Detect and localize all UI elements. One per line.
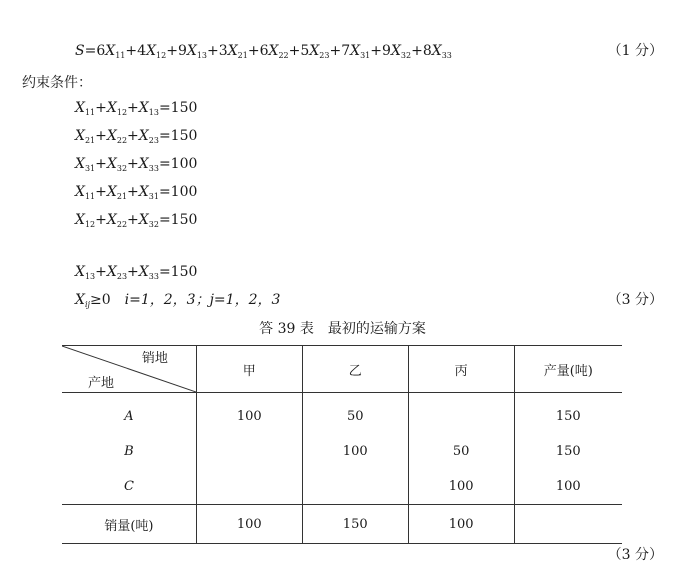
operator: + [127,212,139,228]
row-label: A [124,409,134,424]
row-label: B [124,444,134,459]
operator: = [158,212,171,228]
operator: + [247,43,260,59]
variable-subscript: 12 [116,108,128,117]
variable-letter: X [138,128,149,144]
constraints-label: 约束条件： [22,75,92,91]
variable [269,43,289,59]
constraint-rhs: 100 [170,184,198,200]
coefficient: 8 [422,43,432,59]
table-cell: 150 [514,393,622,435]
table-cell: 150 [514,434,622,469]
operator: + [95,212,107,228]
table-cell: 50 [302,393,408,435]
variable-subscript: 13 [84,272,96,281]
operator: = [158,100,171,116]
nonneg-j: j=1，2，3 [209,292,281,308]
objective-function [75,42,452,65]
variable-subscript: 33 [148,164,159,173]
variable [350,43,370,59]
variable-letter: X [138,156,149,172]
variable-subscript: 23 [319,51,330,60]
coefficient: 3 [218,43,228,59]
table-cell: 100 [196,393,302,435]
column-header: 丙 [408,346,514,393]
variable-letter: X [75,212,85,228]
variable-letter: X [146,43,157,59]
variable-subscript: 21 [237,51,248,60]
variable [228,43,248,59]
variable-subscript: 31 [360,51,371,60]
variable-letter: X [431,43,442,59]
table-caption: 答 39 表 最初的运输方案 [259,321,426,337]
variable-subscript: 13 [196,51,208,60]
variable [107,128,127,144]
nonneg-var: X [75,292,85,308]
operator: + [166,43,178,59]
variable [75,184,95,200]
variable-letter: X [186,43,197,59]
constraint-line [75,99,197,122]
variable [105,43,125,59]
table-cell [196,434,302,469]
variable [75,156,95,172]
variable [107,156,127,172]
variable [432,43,452,59]
variable [187,43,207,59]
variable-subscript: 31 [84,164,96,173]
table-cell: 100 [196,505,302,544]
variable [391,43,411,59]
operator: + [95,156,107,172]
table-row [62,434,622,469]
variable [107,212,127,228]
table-cell [514,505,622,544]
constraint-line [75,183,197,206]
variable-letter: X [75,184,85,200]
table-row [62,393,622,435]
table-cell: 150 [302,505,408,544]
operator: + [207,43,219,59]
table-cell [196,469,302,505]
operator: = [158,184,171,200]
corner-top-label: 销地 [141,351,168,366]
constraint-rhs: 150 [170,264,198,280]
variable-letter: X [106,264,117,280]
variable-subscript: 22 [278,51,289,60]
operator: + [125,43,138,59]
table-footer-row [62,505,622,544]
variable [139,100,159,116]
table-cell: 100 [408,469,514,505]
variable-letter: X [75,264,85,280]
constraint-line [75,263,197,286]
variable-subscript: 13 [148,108,159,117]
variable-subscript: 22 [116,220,128,229]
table-cell: 100 [302,434,408,469]
variable-subscript: 11 [115,51,126,60]
variable-subscript: 32 [116,164,128,173]
variable [139,128,159,144]
operator: + [127,156,139,172]
operator: + [127,128,139,144]
variable-letter: X [106,212,117,228]
variable-subscript: 11 [84,108,96,117]
row-label: C [123,479,134,494]
variable-subscript: 33 [441,51,452,60]
variable-letter: X [75,100,85,116]
variable [139,264,159,280]
variable-letter: X [350,43,361,59]
operator: + [411,43,423,59]
constraint-rhs: 150 [170,128,198,144]
objective-terms [85,43,452,59]
nonneg-sub: ij [84,300,91,309]
variable-letter: X [138,100,149,116]
coefficient: 9 [382,43,391,59]
operator: + [288,43,301,59]
variable-subscript: 32 [400,51,412,60]
operator: + [95,264,107,280]
objective-score: （1 分） [607,43,663,59]
operator: + [95,184,107,200]
coefficient: 6 [96,43,106,59]
operator: = [158,156,171,172]
table-cell [302,469,408,505]
operator: + [127,184,139,200]
variable [75,212,95,228]
variable-subscript: 12 [84,220,96,229]
variable [75,100,95,116]
variable-subscript: 23 [116,272,128,281]
variable-letter: X [138,184,149,200]
variable-letter: X [390,43,401,59]
variable-subscript: 33 [148,272,159,281]
variable [107,184,127,200]
variable-subscript: 32 [148,220,159,229]
variable-letter: X [75,128,85,144]
variable [75,128,95,144]
table-cell: 100 [514,469,622,505]
variable-subscript: 21 [116,192,128,201]
operator: + [95,128,107,144]
table-cell: 50 [408,434,514,469]
corner-cell [62,346,196,393]
variable-subscript: 11 [84,192,96,201]
variable-letter: X [105,43,116,59]
nonneg-i: i=1，2，3； [124,292,210,308]
operator: = [158,128,171,144]
table-header-row [62,346,622,393]
coefficient: 5 [300,43,310,59]
operator: = [158,264,171,280]
variable [107,264,127,280]
constraint-rhs: 150 [170,100,198,116]
constraint-line [75,127,197,150]
nonneg-rel: ≥0 [90,292,111,308]
coefficient: 9 [177,43,187,59]
column-header: 产量(吨) [514,346,622,393]
table-row [62,469,622,505]
variable-letter: X [138,212,149,228]
variable-subscript: 12 [156,51,167,60]
objective-lhs: S [75,43,85,59]
table-cell: 100 [408,505,514,544]
operator: + [127,100,139,116]
constraint-line [75,155,197,178]
variable-subscript: 22 [116,136,128,145]
variable-subscript: 31 [148,192,159,201]
operator: + [329,43,342,59]
variable-letter: X [75,156,85,172]
final-score: （3 分） [607,547,663,563]
corner-diagonal [62,346,196,392]
coefficient: 4 [137,43,147,59]
variable-letter: X [227,43,238,59]
variable-letter: X [268,43,279,59]
variable-letter: X [106,128,117,144]
variable [139,212,159,228]
coefficient: 6 [259,43,269,59]
variable-letter: X [138,264,149,280]
variable [146,43,166,59]
variable-letter: X [106,156,117,172]
constraint-line [75,211,197,234]
variable-letter: X [106,100,117,116]
constraint-rhs: 100 [170,156,198,172]
transport-table [62,345,622,544]
operator: + [127,264,139,280]
nonneg-constraint [75,291,280,314]
variable [107,100,127,116]
operator: + [370,43,383,59]
coefficient: 7 [341,43,351,59]
operator: + [95,100,107,116]
variable [309,43,329,59]
variable [139,184,159,200]
variable-letter: X [106,184,117,200]
variable-subscript: 21 [84,136,96,145]
column-header: 甲 [196,346,302,393]
constraint-rhs: 150 [170,212,198,228]
nonneg-score: （3 分） [607,292,663,308]
table-cell [408,393,514,435]
variable [75,264,95,280]
variable [139,156,159,172]
column-header: 乙 [302,346,408,393]
variable-subscript: 23 [148,136,159,145]
operator: = [84,43,97,59]
corner-bottom-label: 产地 [88,376,115,391]
footer-label: 销量(吨) [62,505,196,544]
variable-letter: X [309,43,320,59]
